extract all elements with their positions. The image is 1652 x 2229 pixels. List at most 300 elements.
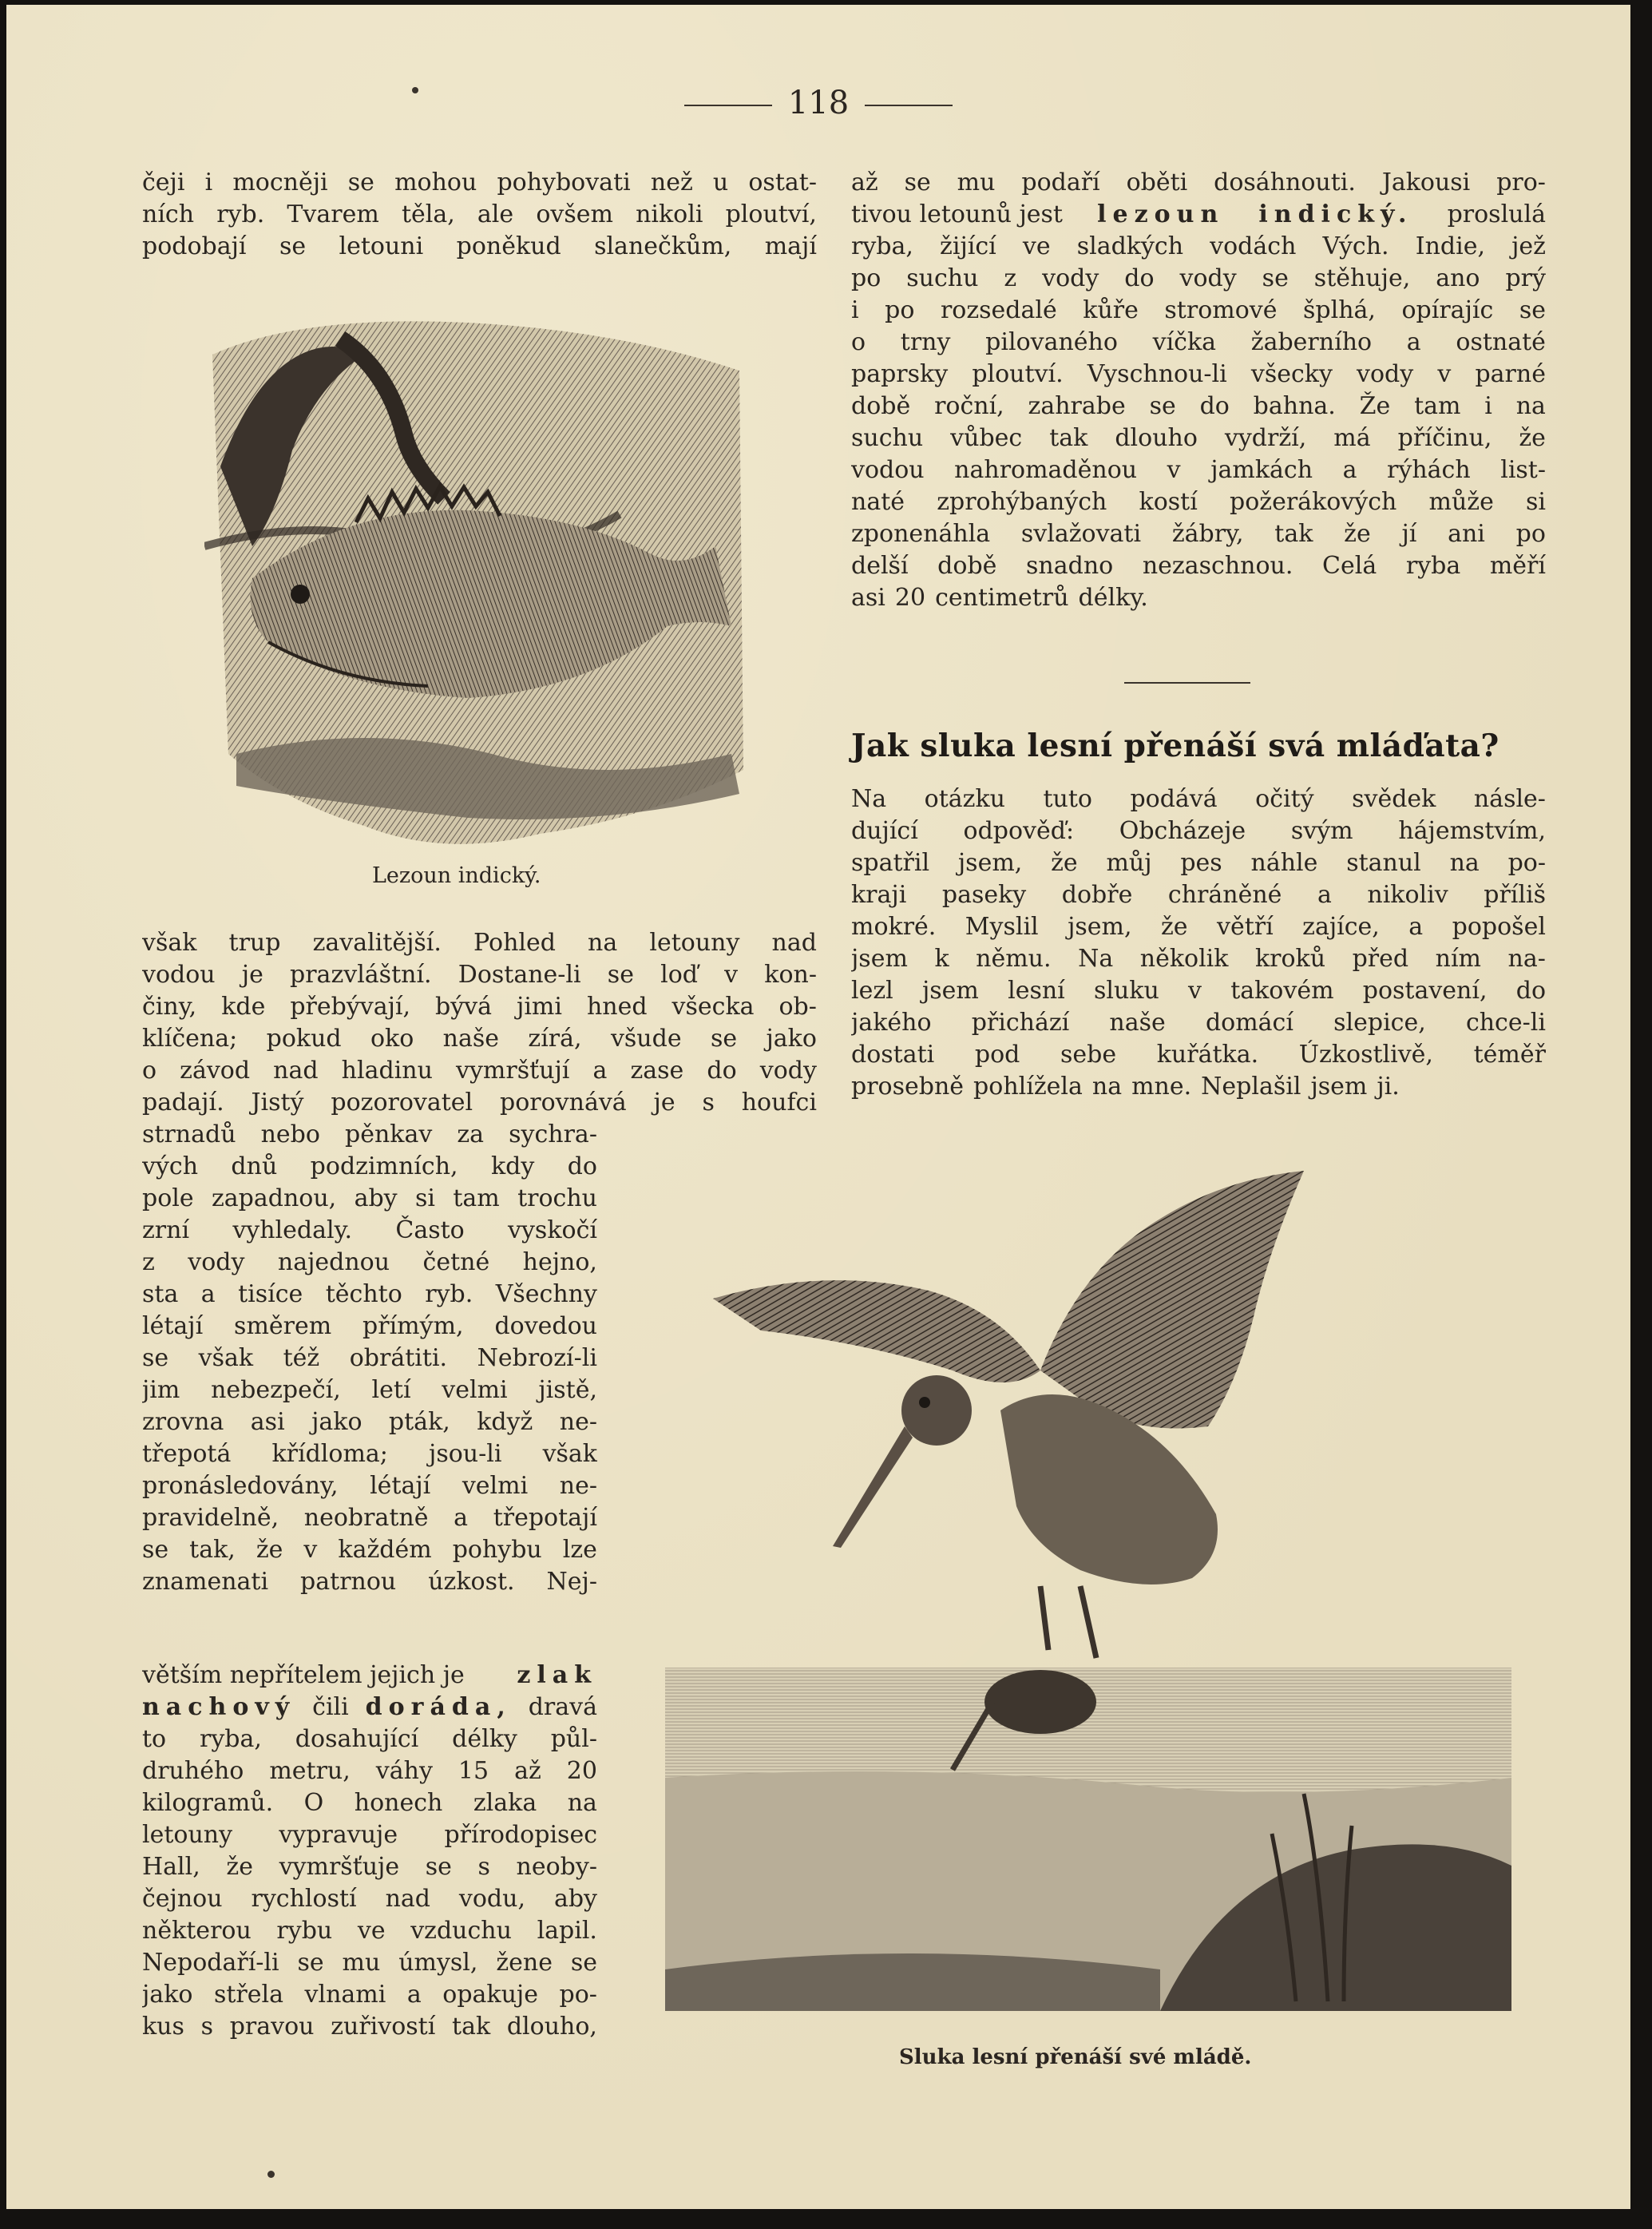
word: opakuje <box>442 1981 538 2009</box>
word: neobratně <box>303 1504 429 1532</box>
text-line <box>142 1343 597 1374</box>
word: bývá <box>435 993 493 1021</box>
text-line <box>142 1406 597 1438</box>
word: třepotá <box>142 1440 232 1468</box>
text-line <box>142 1023 817 1055</box>
word: kdy <box>490 1152 535 1180</box>
word: paseky <box>941 881 1027 909</box>
word: dostati <box>851 1041 935 1069</box>
word: ale <box>477 200 514 228</box>
word: vody <box>1179 264 1237 292</box>
text-line <box>851 422 1546 454</box>
word: velmi <box>442 1376 508 1404</box>
word: může <box>1428 488 1494 516</box>
word: pes <box>1180 849 1222 877</box>
word: přírodopisec <box>444 1821 597 1849</box>
text-line <box>851 295 1546 327</box>
word: obrátiti. <box>349 1344 448 1372</box>
word: pole <box>142 1184 194 1212</box>
word: Vých. <box>1322 232 1389 260</box>
word: znamenati <box>142 1568 269 1596</box>
word: suchu <box>851 424 924 452</box>
word: váhy <box>375 1757 433 1785</box>
word: vydrží, <box>1224 424 1307 452</box>
word: padají. <box>142 1089 224 1116</box>
text-line <box>142 1374 597 1406</box>
right-line-lezoun <box>851 199 1546 231</box>
word: hájemstvím, <box>1398 817 1546 845</box>
word: žene <box>496 1949 553 1977</box>
word: náhle <box>1250 849 1318 877</box>
word: mocněji <box>232 169 328 196</box>
word: poněkud <box>456 232 561 260</box>
word: že <box>226 1853 253 1881</box>
word: požerákových <box>1230 488 1397 516</box>
page-header <box>6 85 1630 121</box>
word: úmysl, <box>398 1949 478 1977</box>
word: najednou <box>277 1248 390 1276</box>
word: dlouho <box>1115 424 1198 452</box>
word: chráněné <box>1167 881 1282 909</box>
word: loď <box>660 961 698 989</box>
word: mne. <box>1131 1073 1192 1101</box>
word: ne- <box>559 1472 597 1500</box>
word: až <box>514 1757 541 1785</box>
word: němu. <box>976 945 1052 973</box>
word: nad <box>385 1885 430 1913</box>
word: Hall, <box>142 1853 200 1881</box>
word: křídloma; <box>271 1440 388 1468</box>
word: ních <box>142 200 195 228</box>
word: zase <box>630 1057 684 1085</box>
word: ve <box>1022 232 1051 260</box>
text-line <box>851 327 1546 359</box>
word: vymršťují <box>456 1057 570 1085</box>
word: téměř <box>1473 1041 1546 1069</box>
left-line-zlak-2 <box>142 1692 597 1723</box>
word: činy, <box>142 993 197 1021</box>
word: i <box>204 169 213 196</box>
word: vyhledaly. <box>232 1216 353 1244</box>
word: jsem <box>1310 1073 1368 1101</box>
text-line <box>142 1279 597 1311</box>
word: dující <box>851 817 918 845</box>
word: kůře <box>1083 296 1139 324</box>
word: pronásledovány, <box>142 1472 339 1500</box>
word: až <box>851 169 878 196</box>
word: vymršťuje <box>279 1853 400 1881</box>
word: otázku <box>924 785 1005 813</box>
word: o <box>851 328 866 356</box>
speck <box>267 2171 275 2178</box>
word: ne- <box>559 1408 597 1436</box>
word: na <box>1449 849 1480 877</box>
text-line <box>851 231 1546 263</box>
word: nebezpečí, <box>211 1376 341 1404</box>
word: však <box>542 1440 597 1468</box>
word: Myslil <box>965 913 1039 941</box>
word: naše <box>1109 1009 1166 1037</box>
word: než <box>650 169 693 196</box>
word: prý <box>1505 264 1546 292</box>
text-line <box>142 1311 597 1343</box>
word: vodách <box>1210 232 1297 260</box>
word: vůbec <box>950 424 1023 452</box>
word: žijící <box>940 232 996 260</box>
word: Nebrozí-li <box>477 1344 597 1372</box>
word: do <box>1199 392 1230 420</box>
word: jistě, <box>538 1376 597 1404</box>
word: a <box>592 1057 608 1085</box>
text-line <box>142 1787 597 1819</box>
word: hladinu <box>341 1057 433 1085</box>
word: k <box>934 945 949 973</box>
word: ve <box>357 1917 386 1945</box>
word: do <box>567 1152 597 1180</box>
word: delší <box>851 552 909 580</box>
word: vypravuje <box>279 1821 398 1849</box>
word: přímým, <box>362 1312 464 1340</box>
word: 15 <box>458 1757 489 1785</box>
text-line <box>142 1566 597 1598</box>
word: ani <box>1448 520 1485 548</box>
text-line <box>142 927 817 959</box>
word: suchu <box>906 264 979 292</box>
word: půl- <box>550 1725 597 1753</box>
word: jamkách <box>1210 456 1313 484</box>
word: mokré. <box>851 913 937 941</box>
word: se <box>570 1949 597 1977</box>
word: hned <box>586 993 648 1021</box>
word: z <box>142 1248 155 1276</box>
word: četné <box>422 1248 490 1276</box>
word: trochu <box>517 1184 597 1212</box>
word: kon- <box>764 961 817 989</box>
word: asi <box>250 1408 285 1436</box>
spaced-term-nachovy: nachový <box>142 1693 296 1721</box>
word: pod <box>974 1041 1020 1069</box>
word: pilovaného <box>985 328 1118 356</box>
word: si <box>414 1184 435 1212</box>
word: paprsky <box>851 360 949 388</box>
word: letouni <box>339 232 424 260</box>
word: s <box>200 2013 214 2041</box>
text-line <box>851 391 1546 422</box>
word: Všechny <box>495 1280 597 1308</box>
word: kostí <box>1139 488 1198 516</box>
word: příliš <box>1484 881 1546 909</box>
text-line <box>851 359 1546 391</box>
word: větří <box>1217 913 1274 941</box>
word: všude <box>610 1025 682 1053</box>
text-line <box>851 815 1546 847</box>
word: vyskočí <box>508 1216 597 1244</box>
word: stanul <box>1346 849 1421 877</box>
word: pokud <box>266 1025 342 1053</box>
word: ploutví. <box>972 360 1064 388</box>
word: pták, <box>388 1408 450 1436</box>
word: jsem, <box>957 849 1023 877</box>
word: dobře <box>1061 881 1133 909</box>
text-line <box>851 582 1546 614</box>
word: slanečkům, <box>594 232 732 260</box>
word: klíčena; <box>142 1025 238 1053</box>
word: kde <box>221 993 266 1021</box>
word: ovšem <box>536 200 613 228</box>
word: rybu <box>276 1917 333 1945</box>
word: Pohled <box>473 929 556 957</box>
word: velmi <box>462 1472 529 1500</box>
word: kroků <box>1254 945 1326 973</box>
word: příčinu, <box>1397 424 1492 452</box>
word: vody <box>188 1248 245 1276</box>
word: podobají <box>142 232 247 260</box>
text: proslulá <box>1447 200 1546 228</box>
text-line <box>142 1534 597 1566</box>
text-line <box>851 1007 1546 1039</box>
word: letí <box>371 1376 411 1404</box>
text-line <box>142 1119 597 1151</box>
word: směrem <box>234 1312 332 1340</box>
fish-illustration <box>204 307 747 858</box>
word: pohybu <box>452 1536 542 1564</box>
woodcock-caption: Sluka lesní přenáší své mládě. <box>899 2045 1252 2069</box>
word: úzkost. <box>428 1568 515 1596</box>
word: Na <box>1078 945 1114 973</box>
word: délky <box>452 1725 517 1753</box>
word: si <box>1526 488 1546 516</box>
word: pohybovati <box>497 169 631 196</box>
word: nikoliv <box>1367 881 1448 909</box>
word: nezaschnou. <box>1142 552 1293 580</box>
word: podává <box>1130 785 1218 813</box>
text-line <box>142 1851 597 1883</box>
text-line <box>142 1819 597 1851</box>
word: vodu, <box>458 1885 525 1913</box>
word: Úzkostlivě, <box>1298 1041 1433 1069</box>
word: pro- <box>1496 169 1546 196</box>
word: oběti <box>1126 169 1188 196</box>
text-line <box>851 943 1546 975</box>
word: do <box>1515 977 1546 1005</box>
word: spatřil <box>851 849 930 877</box>
spaced-term-indicky: indický. <box>1258 200 1413 228</box>
text-line <box>142 1723 597 1755</box>
word: několik <box>1139 945 1229 973</box>
word: se <box>425 1853 452 1881</box>
word: lze <box>562 1536 597 1564</box>
word: mu <box>342 1949 381 1977</box>
word: však <box>198 1344 254 1372</box>
word: se <box>607 961 634 989</box>
word: těchto <box>325 1280 402 1308</box>
word: ostat- <box>748 169 817 196</box>
text: dravá <box>528 1693 597 1721</box>
word: aby <box>553 1885 597 1913</box>
text: čili <box>312 1693 349 1721</box>
speck <box>412 87 418 93</box>
left-line-zlak-1 <box>142 1660 597 1692</box>
word: zapadnou, <box>211 1184 337 1212</box>
word: sebe <box>1060 1041 1117 1069</box>
word: sychra- <box>509 1120 597 1148</box>
text-line <box>142 1215 597 1247</box>
word: chce-li <box>1465 1009 1546 1037</box>
text-line <box>851 1071 1546 1103</box>
text-line <box>851 783 1546 815</box>
word: dosáhnouti. <box>1214 169 1356 196</box>
word: O <box>303 1789 324 1817</box>
spaced-term-zlak: zlak <box>517 1661 597 1689</box>
word: zprohýbaných <box>937 488 1107 516</box>
word: jakého <box>851 1009 932 1037</box>
word: parné <box>1475 360 1546 388</box>
word: že <box>1344 520 1371 548</box>
word: nikoli <box>636 200 703 228</box>
word: prosebně <box>851 1073 965 1101</box>
word: však <box>142 929 197 957</box>
text-line <box>851 911 1546 943</box>
word: o <box>142 1057 157 1085</box>
text-line <box>851 879 1546 911</box>
word: nad <box>771 929 817 957</box>
word: na <box>567 1789 597 1817</box>
word: kuřátka. <box>1156 1041 1259 1069</box>
word: Nej- <box>546 1568 597 1596</box>
word: je <box>653 1089 675 1116</box>
header-rule-right <box>865 105 953 106</box>
fish-caption: Lezoun indický. <box>372 863 541 888</box>
word: trny <box>900 328 951 356</box>
word: se <box>1149 392 1176 420</box>
word: na- <box>1507 945 1546 973</box>
word: násle- <box>1473 785 1546 813</box>
text-line <box>142 959 817 991</box>
word: to <box>142 1725 167 1753</box>
word: se <box>1262 264 1289 292</box>
word: snadno <box>1026 552 1114 580</box>
text-line <box>851 263 1546 295</box>
word: některou <box>142 1917 252 1945</box>
word: centimetrů <box>935 584 1069 612</box>
word: přebývají, <box>290 993 411 1021</box>
word: Obcházeje <box>1119 817 1246 845</box>
word: se <box>142 1536 169 1564</box>
word: můj <box>1106 849 1152 877</box>
word: za <box>457 1120 485 1148</box>
text-line <box>142 1087 817 1119</box>
word: a <box>1406 328 1421 356</box>
word: době <box>851 392 911 420</box>
word: roční, <box>934 392 1004 420</box>
word: v <box>303 1536 318 1564</box>
word: před <box>1352 945 1409 973</box>
word: že <box>1160 913 1188 941</box>
word: tuto <box>1043 785 1092 813</box>
word: i <box>1484 392 1492 420</box>
word: vodou <box>142 961 216 989</box>
text-line <box>142 1438 597 1470</box>
woodcock-illustration <box>665 1171 1523 2045</box>
word: vzduchu <box>410 1917 512 1945</box>
section-separator <box>1124 682 1250 684</box>
word: létají <box>370 1472 431 1500</box>
text-line <box>142 1470 597 1502</box>
word: ryba, <box>200 1725 262 1753</box>
word: ano <box>1436 264 1480 292</box>
word: nad <box>273 1057 319 1085</box>
word: bahna. <box>1253 392 1336 420</box>
word: mu <box>957 169 996 196</box>
word: Neplašil <box>1201 1073 1301 1101</box>
word: naše <box>442 1025 500 1053</box>
text-line <box>142 1979 597 2011</box>
word: kilogramů. <box>142 1789 274 1817</box>
text-line <box>142 1055 817 1087</box>
word: s <box>702 1089 715 1116</box>
article-heading: Jak sluka lesní přenáší svá mláďata? <box>851 728 1499 764</box>
word: popošel <box>1452 913 1546 941</box>
word: i <box>851 296 859 324</box>
word: jako <box>142 1981 193 2009</box>
word: po <box>885 296 915 324</box>
word: Nepodaří-li <box>142 1949 279 1977</box>
word: takovém <box>1230 977 1334 1005</box>
word: lapil. <box>537 1917 597 1945</box>
word: se <box>710 1025 738 1053</box>
word: zuřivostí <box>331 2013 436 2041</box>
word: vody <box>759 1057 817 1085</box>
word: tisíce <box>238 1280 303 1308</box>
word: kraji <box>851 881 907 909</box>
word: že <box>1519 424 1546 452</box>
text-line <box>142 2011 597 2043</box>
word: pěnkav <box>345 1120 433 1148</box>
word: nebo <box>260 1120 320 1148</box>
word: dovedou <box>494 1312 597 1340</box>
word: strnadů <box>142 1120 236 1148</box>
word: Vyschnou-li <box>1087 360 1227 388</box>
word: rozsedalé <box>940 296 1057 324</box>
word: sluku <box>1093 977 1159 1005</box>
word: oko <box>370 1025 414 1053</box>
word: odpověď: <box>963 817 1075 845</box>
word: neoby- <box>516 1853 597 1881</box>
word: vodou <box>851 456 925 484</box>
word: době <box>937 552 997 580</box>
word: letouny <box>142 1821 233 1849</box>
word: jsem <box>851 945 908 973</box>
word: stěhuje, <box>1313 264 1411 292</box>
word: jsem <box>921 977 979 1005</box>
word: víčka <box>1152 328 1217 356</box>
text-line <box>142 1947 597 1979</box>
word: žábry, <box>1171 520 1244 548</box>
spaced-term-lezoun: lezoun <box>1097 200 1225 228</box>
word: se <box>142 1344 169 1372</box>
word: Indie, <box>1415 232 1485 260</box>
word: dosahující <box>295 1725 419 1753</box>
word: a <box>200 1280 216 1308</box>
word: porovnává <box>500 1089 627 1116</box>
word: lesní <box>1008 977 1065 1005</box>
text-line <box>142 1151 597 1183</box>
word: Tvarem <box>287 200 379 228</box>
word: zahrabe <box>1028 392 1126 420</box>
word: po <box>851 264 881 292</box>
word: tak <box>452 2013 491 2041</box>
word: na <box>1515 392 1546 420</box>
